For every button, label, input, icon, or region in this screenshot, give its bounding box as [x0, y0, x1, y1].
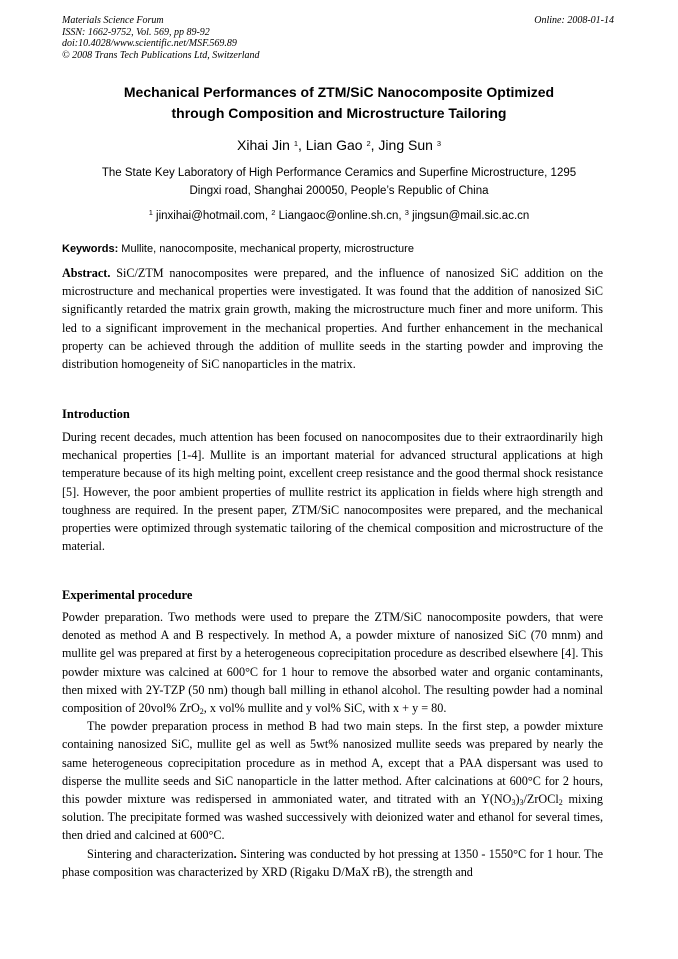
experimental-body	[62, 608, 603, 881]
subscript: 2	[558, 798, 563, 808]
abstract-text: SiC/ZTM nanocomposites were prepared, and the influence of nanosized SiC addition on the microstructure and mechanical properties were investigated. It was found that the addition of nanosized SiC significantly retarded the matrix grain growth, making the microstructure much finer and more uniform. This led to a significant improvement in the mechanical properties. And further enhancement in the mechanical property can be achieved through the addition of mullite seeds in the starting powder and improving the distribution homogeneity of SiC nanoparticles in the matrix.	[62, 266, 603, 372]
experimental-p1-text-end: , x vol% mullite and y vol% SiC, with x + y = 80.	[203, 701, 447, 716]
author-list	[62, 136, 616, 154]
subscript: 2	[199, 707, 204, 717]
online-date: Online: 2008-01-14	[534, 15, 614, 26]
keywords-text: Mullite, nanocomposite, mechanical property, microstructure	[118, 243, 414, 255]
subscript: 3	[511, 798, 516, 808]
sintering-text: Sintering was conducted by hot pressing at 1350 - 1550°C for 1 hour. The phase composition was characterized by XRD (Rigaku D/MaX rB), the strength and	[62, 846, 603, 879]
email-1-mark: 1	[148, 208, 153, 217]
email-1: jinxihai@hotmail.com,	[152, 210, 272, 222]
introduction-text: During recent decades, much attention has been focused on nanocomposites due to their extraordinarily high mechanical properties [1-4]. Mullite is an important material for advanced structural applications at high temperature because of its high melting point, excellent creep resistance and the good thermal shock resistance [5]. However, the poor ambient properties of mullite restrict its application in fields where high strength and toughness are required. In the present paper, ZTM/SiC nanocomposites were prepared, and the mechanical properties were optimized through systematic tailoring of the chemical composition and microstructure of the material.	[62, 430, 603, 554]
introduction-body	[62, 428, 603, 555]
email-2: Liangaoc@online.sh.cn,	[275, 210, 405, 222]
introduction-heading: Introduction	[62, 407, 130, 421]
journal-name: Materials Science Forum	[62, 15, 164, 26]
author-2: , Lian Gao	[297, 137, 363, 153]
experimental-paragraph-1	[62, 608, 603, 717]
affiliation-line-1: The State Key Laboratory of High Performance Ceramics and Superfine Microstructure, 1295	[101, 167, 577, 179]
keywords	[62, 241, 616, 257]
author-3-mark: 3	[436, 139, 441, 148]
experimental-p2-paren: )	[515, 792, 520, 807]
author-1: Xihai Jin	[237, 137, 290, 153]
author-1-mark: 1	[293, 139, 298, 148]
experimental-p2-formula: /ZrOCl	[523, 792, 559, 807]
experimental-p1-text: Powder preparation. Two methods were used to prepare the ZTM/SiC nanocomposite powders, that were denoted as method A and B respectively. In method A, a powder mixture of nanosized SiC (70 mnm) and mullite gel was prepared at first by a heterogeneous coprecipitation procedure as described elsewhere [4]. This powder mixture was calcined at 600°C for 1 hour to remove the absorbed water and organic contaminants, then mixed with 2Y-TZP (50 nm) though ball milling in ethanol alcohol. The resulting powder had a nominal composition of 20vol% ZrO	[62, 610, 603, 716]
copyright-line: © 2008 Trans Tech Publications Ltd, Switzerland	[62, 49, 260, 61]
email-list	[62, 208, 616, 224]
experimental-heading: Experimental procedure	[62, 588, 193, 602]
abstract	[62, 264, 603, 373]
affiliation	[62, 164, 616, 200]
paper-title	[62, 82, 616, 124]
subscript: 3	[519, 798, 524, 808]
experimental-p2-text: The powder preparation process in method B had two main steps. In the first step, a powder mixture containing nanosized SiC, mullite gel as well as 5wt% nanosized mullite seeds was prepared by nearly the same heterogeneous coprecipitation procedure as in method A, except that a PAA dispersant was used to disperse the mullite seeds and SiC nanoparticle in the latter method. After calcinations at 600°C for 2 hours, this powder mixture was redispersed in ammoniated water, and titrated with an Y(NO	[62, 719, 603, 807]
experimental-paragraph-2	[62, 717, 603, 844]
affiliation-line-2: Dingxi road, Shanghai 200050, People’s Republic of China	[189, 185, 489, 197]
abstract-label: Abstract.	[62, 266, 111, 280]
sintering-label-dot: .	[233, 846, 237, 861]
title-line-1: Mechanical Performances of ZTM/SiC Nanocomposite Optimized	[123, 84, 555, 100]
author-2-mark: 2	[366, 139, 371, 148]
experimental-paragraph-3	[62, 845, 603, 881]
doi-line: doi:10.4028/www.scientific.net/MSF.569.89	[62, 38, 237, 49]
title-line-2: through Composition and Microstructure Tailoring	[171, 105, 507, 121]
experimental-p2-text-end: mixing solution. The precipitate formed was washed successively with deionized water and ethanol for several times, then dried and calcined at 600°C.	[62, 792, 603, 843]
author-3: , Jing Sun	[370, 137, 433, 153]
sintering-label: Sintering and characterization	[87, 846, 234, 861]
issn-line: ISSN: 1662-9752, Vol. 569, pp 89-92	[62, 26, 210, 38]
email-2-mark: 2	[271, 208, 276, 217]
journal-header	[62, 15, 260, 61]
keywords-label: Keywords:	[62, 243, 119, 255]
email-3-mark: 3	[404, 208, 409, 217]
email-3: jingsun@mail.sic.ac.cn	[408, 210, 530, 222]
